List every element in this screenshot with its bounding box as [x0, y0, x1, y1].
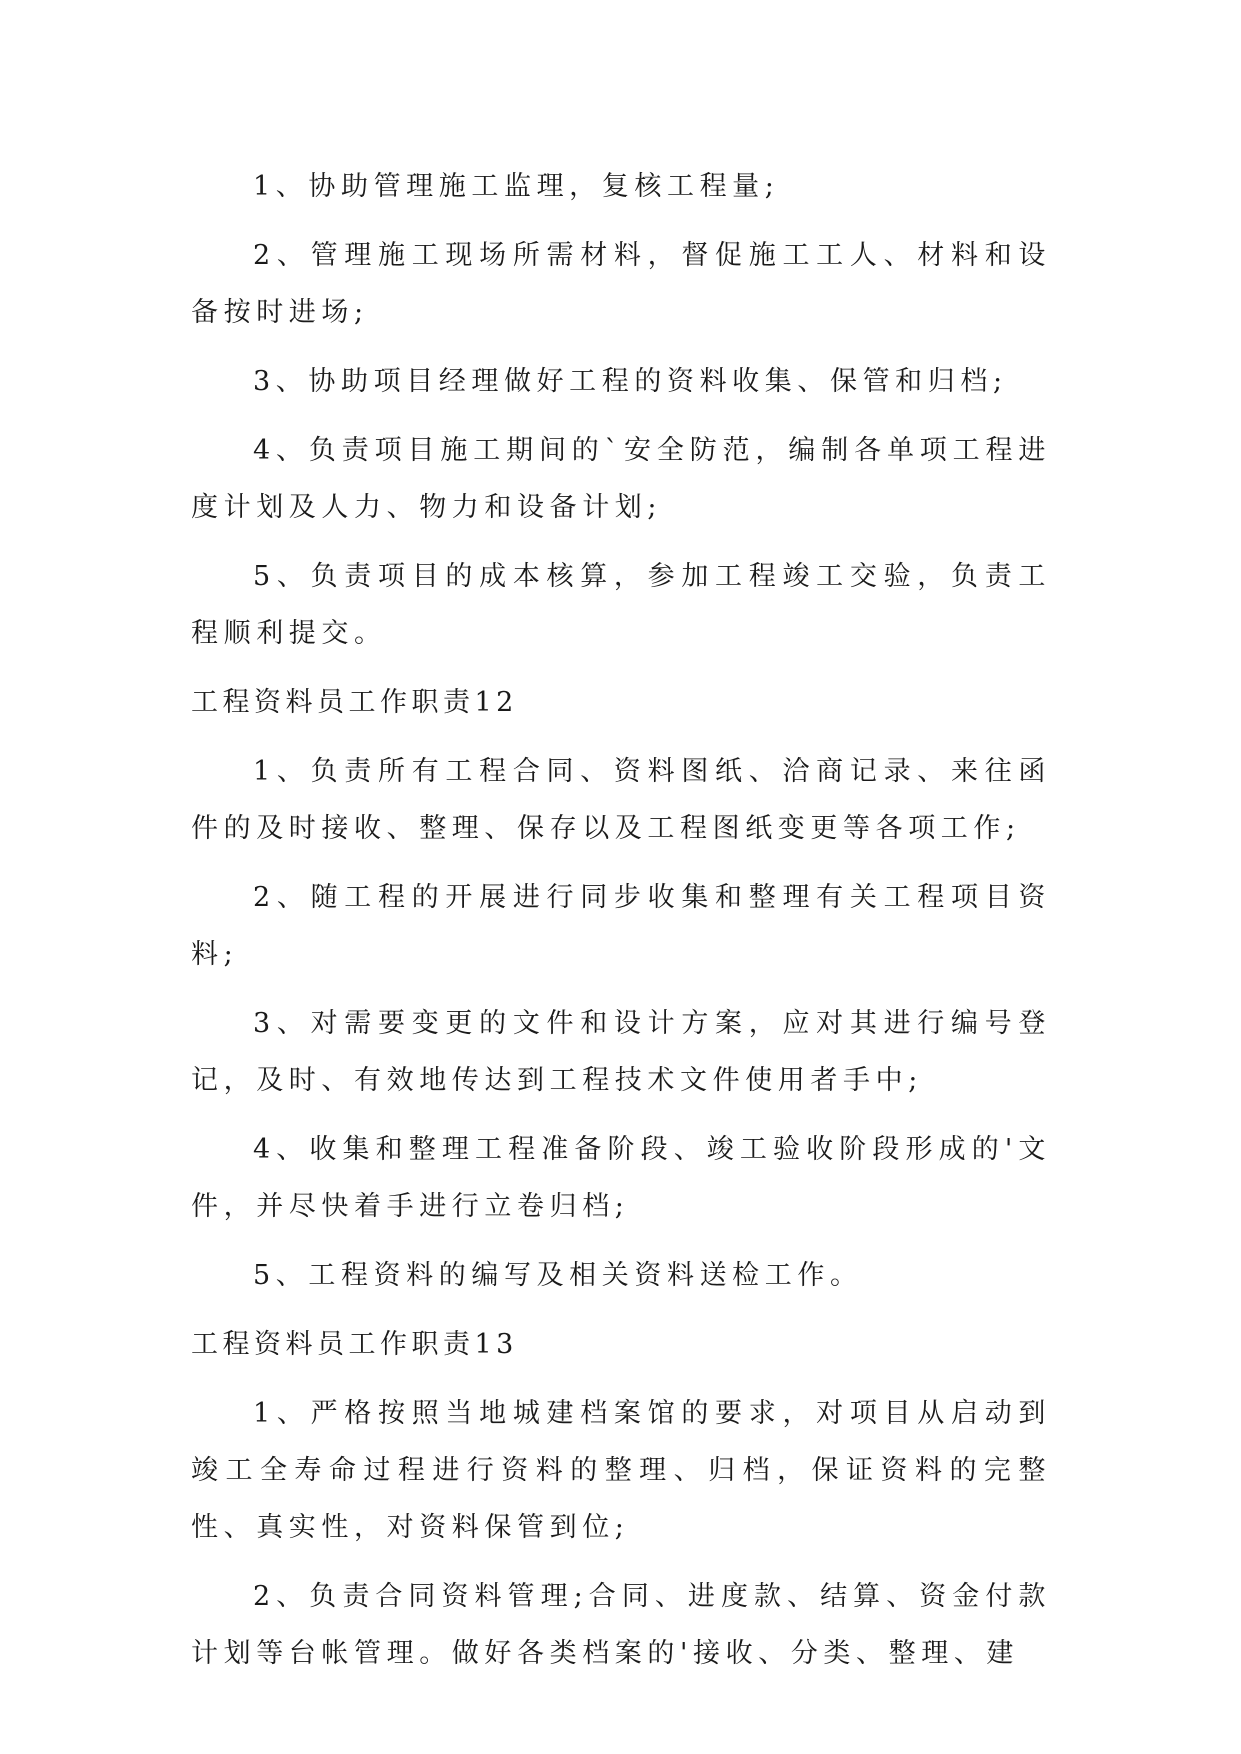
- paragraph-12-3: 3、对需要变更的文件和设计方案，应对其进行编号登记，及时、有效地传达到工程技术文件使用者手中;: [191, 1008, 1051, 1096]
- paragraph-13-2: 2、负责合同资料管理;合同、进度款、结算、资金付款计划等台帐管理。做好各类档案的'接收、分类、整理、建: [191, 1581, 1051, 1669]
- section-heading-13: 工程资料员工作职责13: [191, 1329, 518, 1360]
- paragraph-a-3: 3、协助项目经理做好工程的资料收集、保管和归档;: [253, 366, 1008, 397]
- paragraph-13-1: 1、严格按照当地城建档案馆的要求，对项目从启动到竣工全寿命过程进行资料的整理、归档，保证资料的完整性、真实性，对资料保管到位;: [191, 1398, 1051, 1543]
- paragraph-a-4: 4、负责项目施工期间的`安全防范，编制各单项工程进度计划及人力、物力和设备计划;: [191, 435, 1051, 523]
- paragraph-12-5: 5、工程资料的编写及相关资料送检工作。: [253, 1260, 863, 1291]
- section-heading-12: 工程资料员工作职责12: [191, 687, 518, 718]
- paragraph-12-1: 1、负责所有工程合同、资料图纸、洽商记录、来往函件的及时接收、整理、保存以及工程图纸变更等各项工作;: [191, 756, 1051, 844]
- document-body: [191, 158, 1051, 1694]
- paragraph-a-5: 5、负责项目的成本核算，参加工程竣工交验，负责工程顺利提交。: [191, 561, 1051, 649]
- paragraph-a-2: 2、管理施工现场所需材料，督促施工工人、材料和设备按时进场;: [191, 240, 1051, 328]
- paragraph-a-1: 1、协助管理施工监理，复核工程量;: [253, 171, 780, 202]
- paragraph-12-4: 4、收集和整理工程准备阶段、竣工验收阶段形成的'文件，并尽快着手进行立卷归档;: [191, 1134, 1051, 1222]
- paragraph-12-2: 2、随工程的开展进行同步收集和整理有关工程项目资料;: [191, 882, 1051, 970]
